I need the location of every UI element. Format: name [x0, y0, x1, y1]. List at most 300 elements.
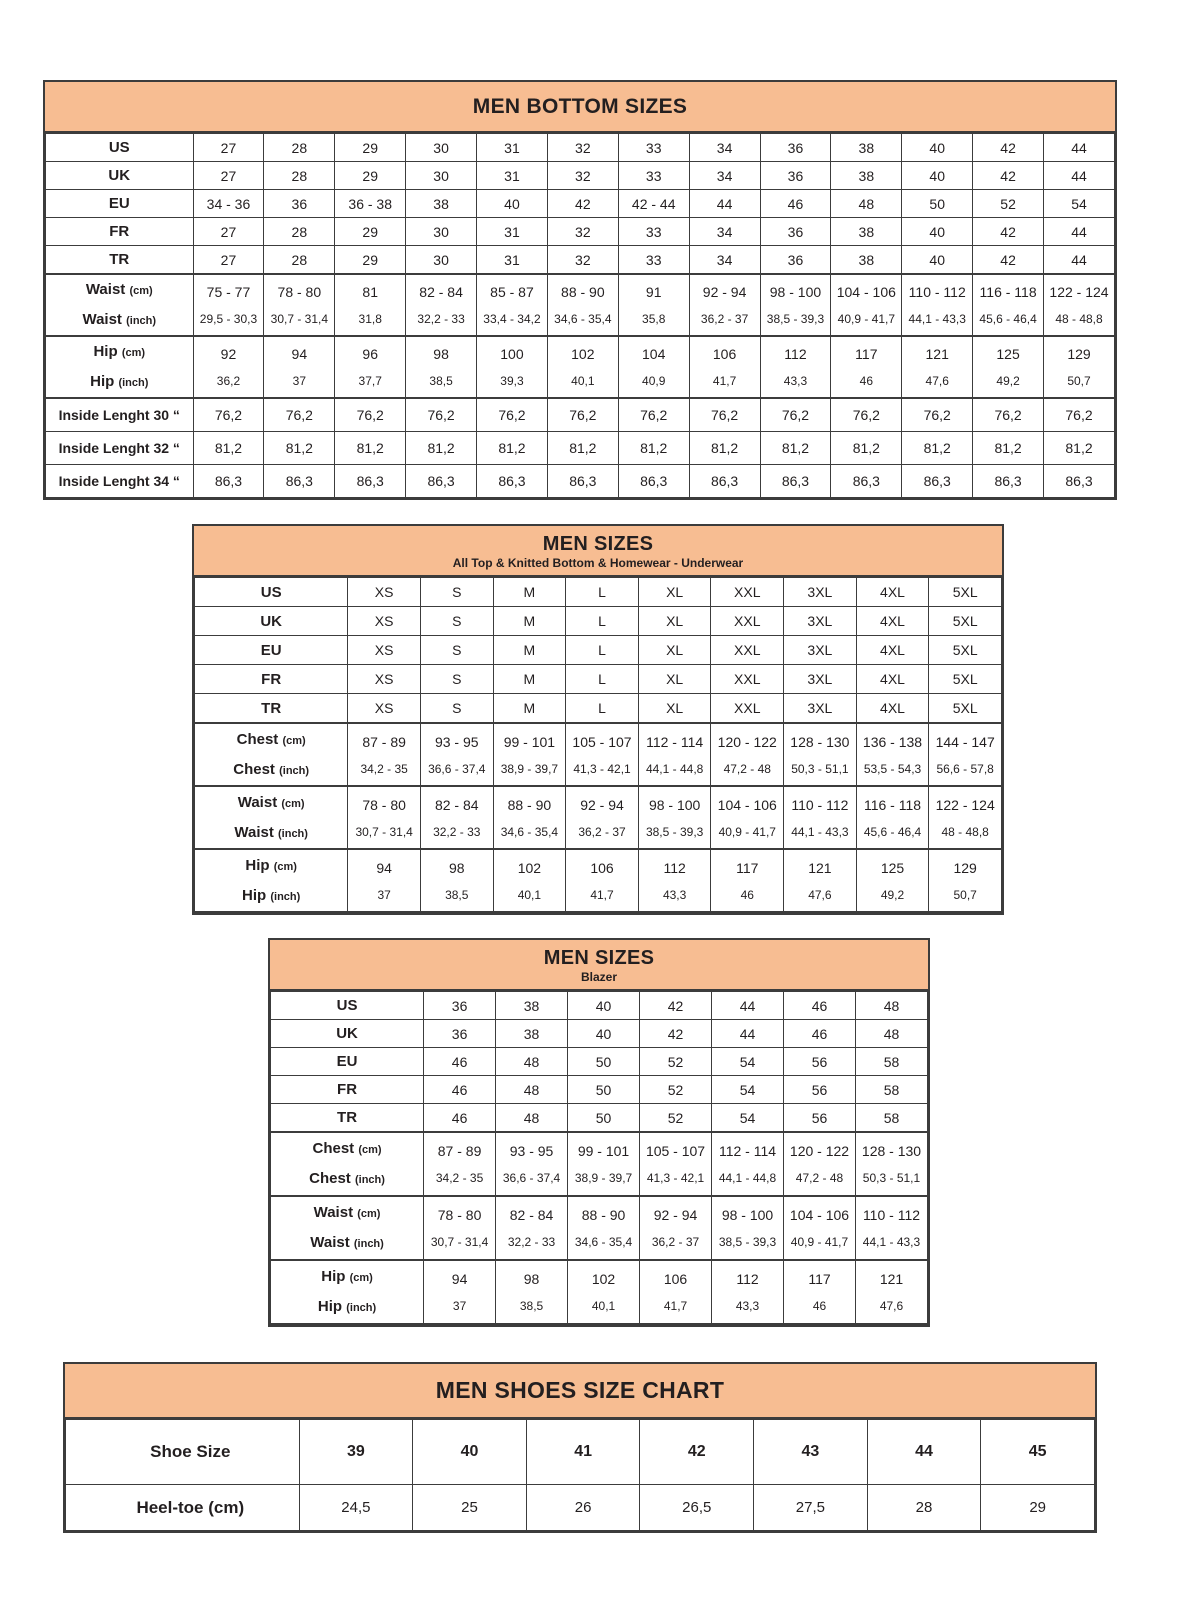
size-cell: 42 - 44 — [618, 190, 689, 218]
table-row — [195, 786, 1002, 849]
size-cell: 110 - 112 44,1 - 43,3 — [784, 786, 857, 849]
size-cell: 98 - 100 38,5 - 39,3 — [712, 1196, 784, 1260]
size-cell: 3XL — [784, 665, 857, 694]
size-cell: 87 - 89 34,2 - 35 — [424, 1132, 496, 1196]
size-cell: 28 — [264, 134, 335, 162]
size-cell: 76,2 — [689, 398, 760, 432]
size-cell: 125 49,2 — [973, 336, 1044, 398]
measure-unit: (cm) — [282, 734, 306, 747]
size-cell: XS — [348, 607, 421, 636]
size-cell: 46 — [784, 1020, 856, 1048]
table-row — [271, 1048, 928, 1076]
size-cell: 76,2 — [477, 398, 548, 432]
size-cell: 102 40,1 — [547, 336, 618, 398]
size-cell: 38 — [831, 246, 902, 275]
size-cell: 81,2 — [477, 432, 548, 465]
size-cell: 27 — [193, 246, 264, 275]
men-sizes-blazer-table — [268, 938, 930, 1327]
size-cell: M — [493, 694, 566, 724]
size-cell: 46 — [424, 1104, 496, 1133]
size-cell: 40 — [568, 992, 640, 1020]
size-cell: 48 — [855, 1020, 927, 1048]
size-cell: 5XL — [929, 636, 1002, 665]
size-cell: 76,2 — [760, 398, 831, 432]
size-cell: 27 — [193, 218, 264, 246]
size-cell: 50 — [568, 1048, 640, 1076]
size-cell: 120 - 122 47,2 - 48 — [711, 723, 784, 786]
row-label: Heel-toe (cm) — [66, 1485, 300, 1531]
size-cell: 38 — [496, 992, 568, 1020]
measure-label: Chest — [309, 1170, 351, 1187]
size-cell: 30 — [406, 246, 477, 275]
size-cell: L — [566, 665, 639, 694]
table-row — [46, 336, 1115, 398]
size-cell: 76,2 — [973, 398, 1044, 432]
size-cell: 34 — [689, 134, 760, 162]
size-cell: 104 - 106 40,9 - 41,7 — [784, 1196, 856, 1260]
size-cell: 99 - 101 38,9 - 39,7 — [493, 723, 566, 786]
table-subtitle: Blazer — [580, 969, 618, 984]
size-cell: 3XL — [784, 694, 857, 724]
row-label: TR — [46, 246, 194, 275]
size-cell: 33 — [618, 218, 689, 246]
size-cell: 86,3 — [547, 465, 618, 498]
size-cell: 96 37,7 — [335, 336, 406, 398]
table-row — [195, 607, 1002, 636]
size-cell: 86,3 — [477, 465, 548, 498]
size-cell: 46 — [424, 1048, 496, 1076]
size-cell: S — [420, 578, 493, 607]
size-cell: 28 — [264, 162, 335, 190]
size-cell: 32 — [547, 162, 618, 190]
table-row — [46, 432, 1115, 465]
table-row — [271, 1132, 928, 1196]
size-cell: 36 — [264, 190, 335, 218]
row-label: Inside Lenght 32 “ — [46, 432, 194, 465]
size-cell: 44 — [1044, 134, 1115, 162]
size-grid — [270, 991, 928, 1325]
size-cell: 78 - 80 30,7 - 31,4 — [424, 1196, 496, 1260]
size-cell: XS — [348, 636, 421, 665]
size-cell: 28 — [264, 246, 335, 275]
size-cell: 56 — [784, 1048, 856, 1076]
size-cell: 52 — [973, 190, 1044, 218]
table-row — [46, 465, 1115, 498]
measure-label: Waist — [237, 793, 278, 811]
size-cell: 44 — [1044, 246, 1115, 275]
size-cell: 44 — [1044, 162, 1115, 190]
measure-label: Waist — [82, 311, 122, 328]
size-cell: L — [566, 694, 639, 724]
table-row — [195, 849, 1002, 912]
size-cell: 36 — [760, 134, 831, 162]
size-cell: 117 46 — [711, 849, 784, 912]
size-cell: 93 - 95 36,6 - 37,4 — [420, 723, 493, 786]
size-cell: 54 — [712, 1048, 784, 1076]
size-cell: 112 43,3 — [638, 849, 711, 912]
size-cell: 5XL — [929, 665, 1002, 694]
table-subtitle: All Top & Knitted Bottom & Homewear - Underwear — [452, 555, 744, 570]
size-cell: XL — [638, 694, 711, 724]
size-cell: 78 - 80 30,7 - 31,4 — [264, 274, 335, 336]
size-cell: 29 — [335, 246, 406, 275]
size-cell: 87 - 89 34,2 - 35 — [348, 723, 421, 786]
size-cell: 144 - 147 56,6 - 57,8 — [929, 723, 1002, 786]
size-cell: XS — [348, 578, 421, 607]
size-cell: XXL — [711, 694, 784, 724]
measure-unit: (cm) — [129, 285, 153, 297]
size-cell: 117 46 — [831, 336, 902, 398]
row-label: UK — [195, 607, 348, 636]
size-cell: 36 - 38 — [335, 190, 406, 218]
measure-label: Hip — [242, 886, 267, 904]
measure-label: Waist — [234, 823, 274, 841]
size-cell: 76,2 — [264, 398, 335, 432]
size-cell: M — [493, 665, 566, 694]
size-cell: 81,2 — [1044, 432, 1115, 465]
row-label — [46, 274, 194, 336]
row-label: Inside Lenght 34 “ — [46, 465, 194, 498]
size-cell: 110 - 112 44,1 - 43,3 — [902, 274, 973, 336]
measure-unit: (inch) — [354, 1174, 385, 1186]
size-cell: 38 — [831, 134, 902, 162]
measure-label: Waist — [85, 281, 126, 298]
size-cell: XXL — [711, 578, 784, 607]
row-label — [271, 1132, 424, 1196]
measure-unit: (cm) — [349, 1272, 373, 1284]
size-cell: 27,5 — [754, 1485, 868, 1531]
measure-unit: (inch) — [270, 890, 301, 903]
row-label: EU — [271, 1048, 424, 1076]
size-cell: 54 — [712, 1104, 784, 1133]
size-cell: L — [566, 578, 639, 607]
table-row — [271, 992, 928, 1020]
size-cell: 39 — [299, 1420, 413, 1485]
size-cell: 112 43,3 — [760, 336, 831, 398]
size-cell: 48 — [855, 992, 927, 1020]
size-cell: 94 37 — [424, 1260, 496, 1324]
size-cell: 42 — [640, 1420, 754, 1485]
size-cell: 29 — [335, 218, 406, 246]
table-row — [46, 398, 1115, 432]
measure-label: Hip — [93, 343, 118, 360]
measure-label: Hip — [245, 856, 270, 874]
size-cell: 40 — [902, 218, 973, 246]
size-cell: 58 — [855, 1048, 927, 1076]
size-cell: 42 — [547, 190, 618, 218]
size-cell: 76,2 — [193, 398, 264, 432]
size-cell: 24,5 — [299, 1485, 413, 1531]
size-cell: 105 - 107 41,3 - 42,1 — [566, 723, 639, 786]
table-title-band — [270, 940, 928, 991]
size-cell: XL — [638, 607, 711, 636]
size-cell: 85 - 87 33,4 - 34,2 — [477, 274, 548, 336]
size-cell: 81 31,8 — [335, 274, 406, 336]
size-cell: 31 — [477, 218, 548, 246]
table-row — [271, 1076, 928, 1104]
size-cell: 25 — [413, 1485, 527, 1531]
measure-unit: (cm) — [273, 860, 297, 873]
size-cell: 29 — [335, 134, 406, 162]
size-cell: 94 37 — [264, 336, 335, 398]
size-cell: 52 — [640, 1048, 712, 1076]
size-cell: 81,2 — [902, 432, 973, 465]
table-row — [46, 190, 1115, 218]
measure-unit: (cm) — [358, 1144, 382, 1156]
size-cell: 98 - 100 38,5 - 39,3 — [760, 274, 831, 336]
table-title: MEN SIZES — [543, 946, 655, 969]
size-cell: 86,3 — [1044, 465, 1115, 498]
table-row — [195, 636, 1002, 665]
size-cell: 76,2 — [1044, 398, 1115, 432]
size-cell: 81,2 — [193, 432, 264, 465]
size-cell: 82 - 84 32,2 - 33 — [496, 1196, 568, 1260]
table-row — [195, 723, 1002, 786]
size-cell: 76,2 — [406, 398, 477, 432]
size-cell: 3XL — [784, 607, 857, 636]
size-cell: 86,3 — [193, 465, 264, 498]
size-cell: XS — [348, 665, 421, 694]
size-cell: 30 — [406, 218, 477, 246]
size-cell: XXL — [711, 607, 784, 636]
men-sizes-top-table — [192, 524, 1004, 915]
size-cell: 78 - 80 30,7 - 31,4 — [348, 786, 421, 849]
row-label: Shoe Size — [66, 1420, 300, 1485]
size-cell: 28 — [867, 1485, 981, 1531]
row-label — [46, 336, 194, 398]
size-cell: 42 — [973, 162, 1044, 190]
size-cell: 44 — [1044, 218, 1115, 246]
row-label: UK — [46, 162, 194, 190]
size-cell: 46 — [424, 1076, 496, 1104]
table-title: MEN BOTTOM SIZES — [472, 94, 688, 118]
measure-label: Waist — [310, 1234, 350, 1251]
table-row — [66, 1485, 1095, 1531]
table-row — [271, 1104, 928, 1133]
row-label: EU — [195, 636, 348, 665]
size-cell: 106 41,7 — [689, 336, 760, 398]
measure-unit: (inch) — [353, 1238, 384, 1250]
table-title-band — [194, 526, 1002, 577]
table-row — [195, 578, 1002, 607]
size-cell: 44 — [689, 190, 760, 218]
size-cell: 4XL — [856, 636, 929, 665]
size-cell: 116 - 118 45,6 - 46,4 — [973, 274, 1044, 336]
size-cell: 31 — [477, 162, 548, 190]
table-row — [195, 694, 1002, 724]
size-cell: 52 — [640, 1076, 712, 1104]
men-shoes-size-chart-table — [63, 1362, 1097, 1533]
size-cell: 3XL — [784, 636, 857, 665]
row-label: UK — [271, 1020, 424, 1048]
size-cell: 41 — [526, 1420, 640, 1485]
measure-label: Waist — [313, 1204, 354, 1221]
size-cell: 112 - 114 44,1 - 44,8 — [712, 1132, 784, 1196]
size-cell: 75 - 77 29,5 - 30,3 — [193, 274, 264, 336]
size-cell: 122 - 124 48 - 48,8 — [929, 786, 1002, 849]
size-cell: 76,2 — [902, 398, 973, 432]
row-label: US — [195, 578, 348, 607]
size-cell: 86,3 — [831, 465, 902, 498]
size-cell: 116 - 118 45,6 - 46,4 — [856, 786, 929, 849]
size-cell: 42 — [640, 992, 712, 1020]
size-cell: S — [420, 665, 493, 694]
size-cell: 5XL — [929, 578, 1002, 607]
size-cell: 34 - 36 — [193, 190, 264, 218]
row-label: TR — [195, 694, 348, 724]
size-cell: XL — [638, 578, 711, 607]
size-cell: 40 — [902, 134, 973, 162]
size-cell: 36 — [424, 1020, 496, 1048]
size-grid — [65, 1419, 1095, 1531]
row-label: FR — [271, 1076, 424, 1104]
size-cell: 86,3 — [902, 465, 973, 498]
size-cell: 50 — [568, 1076, 640, 1104]
row-label — [271, 1196, 424, 1260]
size-cell: 129 50,7 — [929, 849, 1002, 912]
size-cell: 48 — [496, 1104, 568, 1133]
size-cell: 86,3 — [760, 465, 831, 498]
table-title-band — [45, 82, 1115, 133]
size-cell: 38 — [406, 190, 477, 218]
table-row — [46, 162, 1115, 190]
size-cell: 44 — [867, 1420, 981, 1485]
size-cell: 98 - 100 38,5 - 39,3 — [638, 786, 711, 849]
size-cell: 58 — [855, 1104, 927, 1133]
size-cell: 81,2 — [264, 432, 335, 465]
size-cell: 86,3 — [618, 465, 689, 498]
size-cell: 86,3 — [335, 465, 406, 498]
row-label: FR — [195, 665, 348, 694]
size-cell: 5XL — [929, 607, 1002, 636]
size-cell: 76,2 — [831, 398, 902, 432]
size-cell: XXL — [711, 665, 784, 694]
measure-unit: (inch) — [279, 764, 310, 777]
table-row — [271, 1020, 928, 1048]
size-cell: 40 — [902, 162, 973, 190]
size-cell: XS — [348, 694, 421, 724]
size-cell: 120 - 122 47,2 - 48 — [784, 1132, 856, 1196]
size-cell: 52 — [640, 1104, 712, 1133]
size-cell: 122 - 124 48 - 48,8 — [1044, 274, 1115, 336]
measure-unit: (cm) — [121, 347, 146, 359]
size-cell: 34 — [689, 218, 760, 246]
size-cell: 82 - 84 32,2 - 33 — [420, 786, 493, 849]
row-label: TR — [271, 1104, 424, 1133]
row-label: US — [271, 992, 424, 1020]
size-cell: 42 — [973, 134, 1044, 162]
row-label: US — [46, 134, 194, 162]
size-cell: 58 — [855, 1076, 927, 1104]
size-cell: 121 47,6 — [784, 849, 857, 912]
size-cell: 106 41,7 — [566, 849, 639, 912]
size-cell: 4XL — [856, 578, 929, 607]
size-cell: 29 — [335, 162, 406, 190]
size-cell: 81,2 — [760, 432, 831, 465]
size-cell: 34 — [689, 162, 760, 190]
size-cell: 105 - 107 41,3 - 42,1 — [640, 1132, 712, 1196]
table-row — [46, 218, 1115, 246]
size-cell: M — [493, 636, 566, 665]
size-cell: 32 — [547, 134, 618, 162]
size-cell: 117 46 — [784, 1260, 856, 1324]
size-cell: M — [493, 578, 566, 607]
size-cell: 44 — [712, 1020, 784, 1048]
size-cell: 54 — [1044, 190, 1115, 218]
row-label: EU — [46, 190, 194, 218]
size-cell: 99 - 101 38,9 - 39,7 — [568, 1132, 640, 1196]
size-cell: 88 - 90 34,6 - 35,4 — [547, 274, 618, 336]
size-cell: 56 — [784, 1104, 856, 1133]
size-cell: 112 43,3 — [712, 1260, 784, 1324]
size-cell: S — [420, 607, 493, 636]
size-cell: 110 - 112 44,1 - 43,3 — [855, 1196, 927, 1260]
size-cell: 136 - 138 53,5 - 54,3 — [856, 723, 929, 786]
size-cell: XL — [638, 636, 711, 665]
size-cell: 56 — [784, 1076, 856, 1104]
size-cell: 100 39,3 — [477, 336, 548, 398]
size-cell: 42 — [973, 218, 1044, 246]
size-cell: 104 - 106 40,9 - 41,7 — [831, 274, 902, 336]
size-cell: 32 — [547, 218, 618, 246]
size-cell: 45 — [981, 1420, 1095, 1485]
size-cell: 31 — [477, 246, 548, 275]
row-label — [195, 849, 348, 912]
measure-unit: (inch) — [346, 1302, 377, 1314]
size-cell: 43 — [754, 1420, 868, 1485]
size-cell: 36 — [424, 992, 496, 1020]
size-cell: XL — [638, 665, 711, 694]
size-cell: 29 — [981, 1485, 1095, 1531]
measure-unit: (cm) — [281, 797, 305, 810]
size-cell: 42 — [973, 246, 1044, 275]
size-cell: 36 — [760, 162, 831, 190]
table-title-band — [65, 1364, 1095, 1419]
men-bottom-sizes-table — [43, 80, 1117, 500]
size-cell: 44 — [712, 992, 784, 1020]
size-cell: 128 - 130 50,3 - 51,1 — [784, 723, 857, 786]
size-cell: 27 — [193, 134, 264, 162]
size-cell: 48 — [831, 190, 902, 218]
size-cell: 121 47,6 — [902, 336, 973, 398]
size-cell: 40 — [477, 190, 548, 218]
size-cell: 86,3 — [973, 465, 1044, 498]
table-row — [271, 1196, 928, 1260]
size-cell: 40 — [568, 1020, 640, 1048]
size-cell: 48 — [496, 1048, 568, 1076]
size-cell: 106 41,7 — [640, 1260, 712, 1324]
size-cell: 81,2 — [831, 432, 902, 465]
size-cell: 26,5 — [640, 1485, 754, 1531]
size-cell: 3XL — [784, 578, 857, 607]
measure-label: Chest — [236, 730, 279, 748]
size-cell: 104 - 106 40,9 - 41,7 — [711, 786, 784, 849]
size-cell: 46 — [760, 190, 831, 218]
size-cell: 76,2 — [335, 398, 406, 432]
size-cell: 46 — [784, 992, 856, 1020]
size-cell: 81,2 — [406, 432, 477, 465]
size-cell: 5XL — [929, 694, 1002, 724]
size-cell: 38 — [831, 162, 902, 190]
size-cell: 86,3 — [264, 465, 335, 498]
size-cell: 33 — [618, 162, 689, 190]
table-row — [271, 1260, 928, 1324]
table-row — [195, 665, 1002, 694]
size-cell: 104 40,9 — [618, 336, 689, 398]
size-cell: 88 - 90 34,6 - 35,4 — [568, 1196, 640, 1260]
size-cell: 40 — [413, 1420, 527, 1485]
size-cell: 76,2 — [547, 398, 618, 432]
